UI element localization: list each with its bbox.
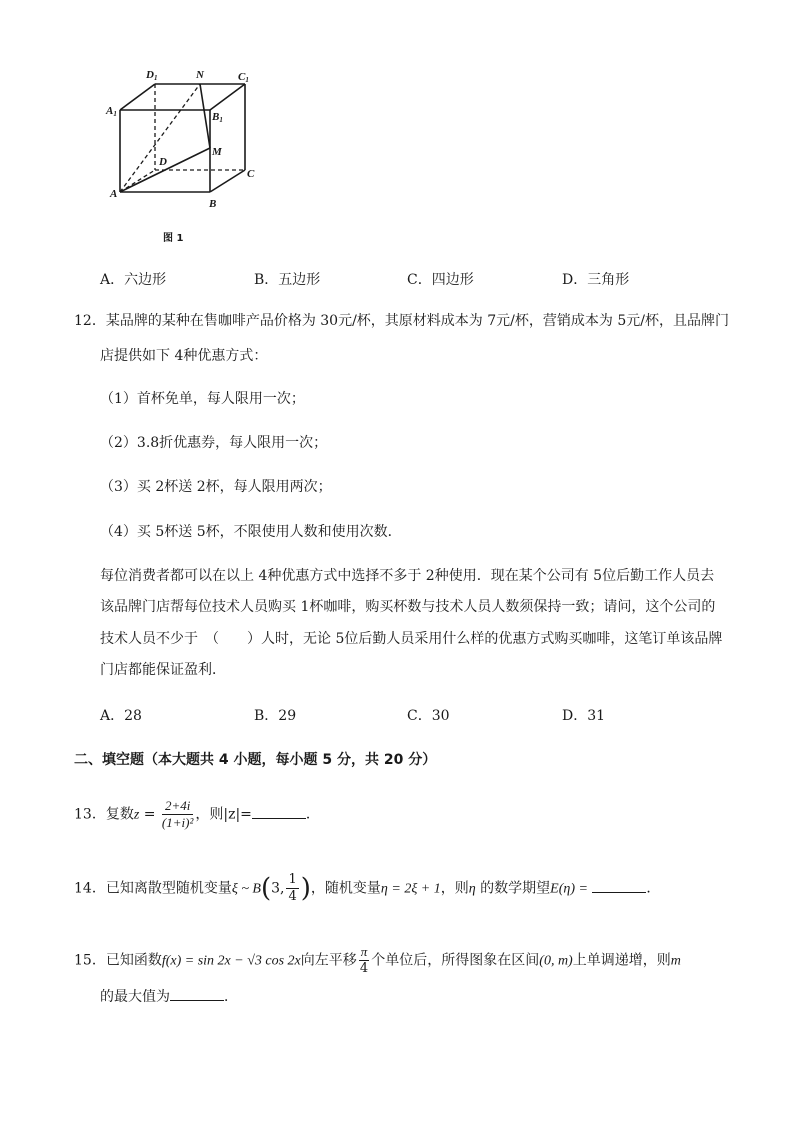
q12-item-4: （4）买 5杯送 5杯，不限使用人数和使用次数．: [100, 524, 402, 540]
edge-B1C1: [210, 84, 245, 110]
q12-para-line1: 每位消费者都可以在以上 4种优惠方式中选择不多于 2种使用．现在某个公司有 5位后勤工作人员去: [100, 568, 715, 584]
section-heading: 二、填空题（本大题共 4 小题，每小题 5 分，共 20 分）: [74, 752, 437, 768]
q12-stem-line2: 店提供如下 4种优惠方式：: [100, 348, 268, 364]
q15-line2: 的最大值为 ．: [100, 989, 238, 1005]
figure-caption: 图 1: [163, 233, 184, 244]
label-B1: B1: [212, 111, 223, 124]
q14-fraction: $\frac{1}{4}$: [288, 872, 297, 904]
q11-option-d[interactable]: D．三角形: [562, 272, 630, 288]
label-A: A: [110, 188, 118, 200]
q14-answer-blank[interactable]: [592, 880, 646, 893]
q13-fraction: $\frac{2+4i}{\text{(1+i)²}}$: [161, 798, 194, 830]
q12-item-2: （2）3.8折优惠券，每人限用一次；: [100, 435, 328, 451]
q12-option-b[interactable]: B．29: [254, 708, 297, 724]
q12-para-line4: 门店都能保证盈利．: [100, 662, 226, 678]
segment-NM: [200, 84, 210, 148]
q15-number: 15．: [74, 952, 106, 969]
q15-answer-blank[interactable]: [170, 988, 224, 1001]
q11-option-a[interactable]: A．六边形: [100, 272, 167, 288]
q12-option-c[interactable]: C．30: [407, 708, 450, 724]
q13-answer-blank[interactable]: [252, 806, 306, 819]
edge-A1D1: [120, 84, 155, 110]
q15-line1: 15．已知函数f(x) = sin 2x − √3 cos 2x向左平移 $\frac{\pi}{4}$ 个单位后，所得图象在区间(0, m)上单调递增，则m: [74, 944, 681, 976]
q12-para-line3: 技术人员不少于 （ ）人时，无论 5位后勤人员采用什么样的优惠方式购买咖啡，这笔订单该品牌: [100, 631, 723, 647]
q12-stem-line1: 12．某品牌的某种在售咖啡产品价格为 30元/杯，其原材料成本为 7元/杯，营销成本为 5元/杯，且品牌门: [74, 313, 729, 329]
q12-item-3: （3）买 2杯送 2杯，每人限用两次；: [100, 479, 332, 495]
q12-number: 12．: [74, 313, 106, 329]
label-C1: C1: [238, 71, 249, 84]
q12-para-line2: 该品牌门店帮每位技术人员购买 1杯咖啡，购买杯数与技术人员人数须保持一致；请问，这个公司的: [100, 599, 716, 615]
q12-option-a[interactable]: A．28: [100, 708, 142, 724]
q12-option-d[interactable]: D．31: [562, 708, 606, 724]
label-D: D: [159, 156, 167, 168]
cube-figure: [100, 60, 270, 250]
label-M: M: [212, 146, 222, 158]
label-D1: D1: [146, 69, 158, 82]
label-B: B: [209, 198, 217, 210]
q14-number: 14．: [74, 880, 106, 897]
edge-BC: [210, 170, 245, 192]
q14: 14．已知离散型随机变量ξ ~ B(3, $\frac{1}{4}$ )，随机变量η = 2ξ + 1，则η 的数学期望E(η) = ．: [74, 872, 661, 904]
label-N: N: [196, 69, 204, 81]
q11-option-c[interactable]: C．四边形: [407, 272, 474, 288]
q12-item-1: （1）首杯免单，每人限用一次；: [100, 391, 305, 407]
label-C: C: [247, 168, 255, 180]
q15-fraction: $\frac{\pi}{4}$: [359, 944, 369, 976]
q13: 13．复数z = $\frac{2+4i}{\text{(1+i)²}}$ ，则|z|= ．: [74, 798, 320, 830]
q11-option-b[interactable]: B．五边形: [254, 272, 321, 288]
label-A1: A1: [106, 105, 117, 118]
q13-number: 13．: [74, 806, 106, 823]
